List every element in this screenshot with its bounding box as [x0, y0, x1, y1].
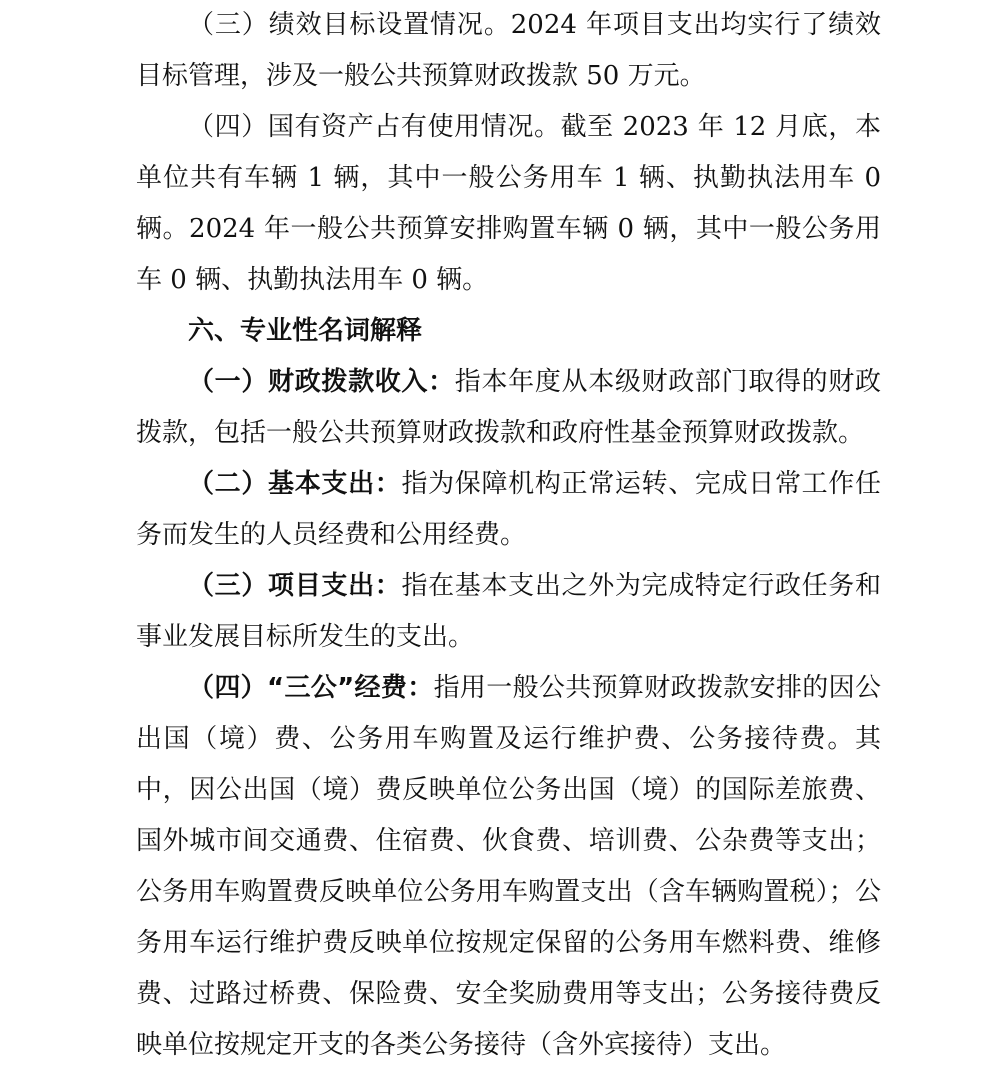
term-definition: 指用一般公共预算财政拨款安排的因公出国（境）费、公务用车购置及运行维护费、公务接待费。其中，因公出国（境）费反映单位公务出国（境）的国际差旅费、国外城市间交通费、住宿费、伙食费、培训费、公杂费等支出；公务用车购置费反映单位公务用车购置支出（含车辆购置税）；公务用车运行维护费反映单位按规定保留的公务用车燃料费、维修费、过路过桥费、保险费、安全奖励费用等支出；公务接待费反映单位按规定开支的各类公务接待（含外宾接待）支出。 [136, 673, 881, 1060]
term-label: （三）项目支出： [188, 571, 402, 601]
term-definition: 指为保障机构正常运转、完成日常工作任务而发生的人员经费和公用经费。 [136, 469, 881, 550]
paragraph-text: 截至 2023 年 12 月底，本单位共有车辆 1 辆，其中一般公务用车 1 辆、执勤执法用车 0 辆。2024 年一般公共预算安排购置车辆 0 辆，其中一般公务用车 0 辆、执勤执法用车 0 辆。 [136, 112, 881, 295]
paragraph-performance-targets [136, 0, 881, 102]
paragraph-project-expenditure [136, 561, 881, 663]
section-heading: 六、专业性名词解释 [188, 316, 423, 346]
term-label: （四）“三公”经费： [188, 673, 434, 703]
paragraph-lead: （四）国有资产占有使用情况。 [188, 112, 561, 142]
paragraph-fiscal-appropriation-income [136, 357, 881, 459]
term-definition: 指在基本支出之外为完成特定行政任务和事业发展目标所发生的支出。 [136, 571, 881, 652]
paragraph-state-assets [136, 102, 881, 306]
document-page [136, 0, 881, 1071]
paragraph-lead: （三）绩效目标设置情况。 [188, 10, 511, 40]
paragraph-basic-expenditure [136, 459, 881, 561]
term-label: （二）基本支出： [188, 469, 402, 499]
paragraph-three-public-expenses [136, 663, 881, 1071]
term-definition: 指本年度从本级财政部门取得的财政拨款，包括一般公共预算财政拨款和政府性基金预算财政拨款。 [136, 367, 881, 448]
term-label: （一）财政拨款收入： [188, 367, 455, 397]
paragraph-text: 2024 年项目支出均实行了绩效目标管理，涉及一般公共预算财政拨款 50 万元。 [136, 10, 881, 91]
